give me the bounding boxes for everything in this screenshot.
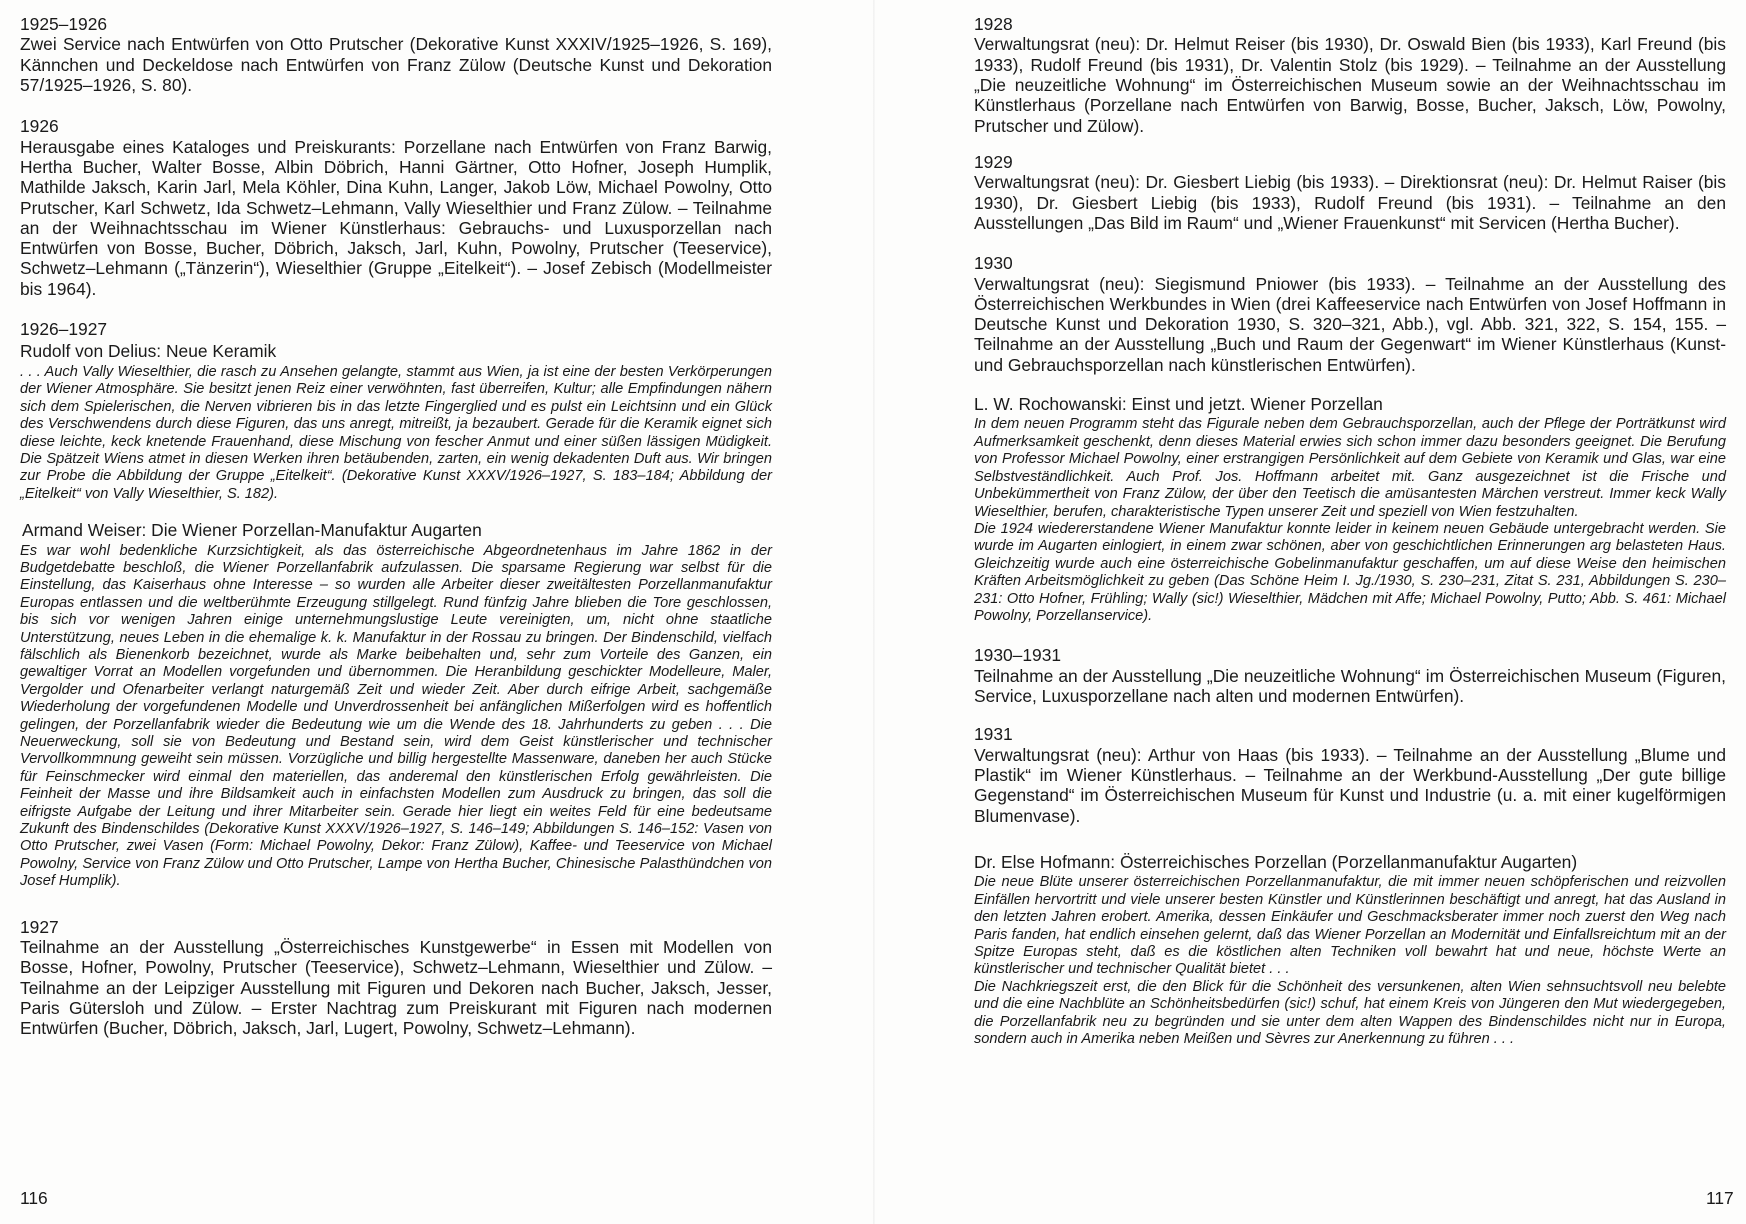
quote-block — [20, 543, 772, 891]
quote-paragraph: In dem neuen Programm steht das Figurale neben dem Gebrauchsporzellan, auch der Pflege der Porträtkunst wird Aufmerksamkeit geschenkt, denn dieses Material erwies sich schon immer dazu besonders geeignet. Die Berufung von Professor Michael Powolny, einer erstrangigen Persönlichkeit auf dem Gebiete von Keramik und Glas, war eine Selbstveständlichkeit. Auch Prof. Jos. Hoffmann arbeitet mit. Ganz ausgezeichnet ist die Frische und Unbekümmertheit von Franz Zülow, der über den Teetisch die amüsantesten Märchen verstreut. Immer keck Wally Wieselthier, berufen, charakteristische Typen unserer Zeit und speziell von Wien festzuhalten. — [974, 416, 1726, 520]
entry-body: Verwaltungsrat (neu): Dr. Giesbert Liebig (bis 1933). – Direktionsrat (neu): Dr. Helmut Raiser (bis 1930), Dr. Giesbert Liebig (bis 1933), Rudolf Freund (bis 1931). – Teilnahme an den Ausstellungen „Das Bild im Raum“ und „Wiener Frauenkunst“ mit Servicen (Hertha Bucher). — [974, 172, 1726, 233]
quote-paragraph: . . . Auch Vally Wieselthier, die rasch zu Ansehen gelangte, stammt aus Wien, ja ist eine der besten Verkörperungen der Wiener Atmosphäre. Sie besitzt jenen Reiz einer verwöhnten, fast überreifen, Kultur; alle Empfindungen nähern sich dem Spielerischen, die Nerven vibrieren bis in das letzte Fingerglied und es pulst ein Leichtsinn und ein Glück des Verschwendens durch diese Figuren, das uns anregt, mitreißt, ja bezaubert. Gerade für die Keramik eignet sich diese leichte, keck knetende Frauenhand, diese Mischung von fescher Anmut und einer süßen lässigen Müdigkeit. Die Spätzeit Wiens atmet in diesen Werken ihren betäubenden, zarten, ein wenig dekadenten Duft aus. Wir bringen zur Probe die Abbildung der Gruppe „Eitelkeit“. (Dekorative Kunst XXXV/1926–1927, S. 183–184; Abbildung der „Eitelkeit“ von Vally Wieselthier, S. 182). — [20, 363, 772, 502]
entry-year: 1926 — [20, 116, 59, 137]
entry-body: Teilnahme an der Ausstellung „Österreichisches Kunstgewerbe“ in Essen mit Modellen von Bosse, Hofner, Powolny, Prutscher (Teeservice), Schwetz–Lehmann, Wieselthier und Zülow. – Teilnahme an der Leipziger Ausstellung mit Figuren und Dekoren nach Bucher, Jaksch, Jesser, Paris Gütersloh und Zülow. – Erster Nachtrag zum Preiskurant mit Figuren nach modernen Entwürfen (Bucher, Döbrich, Jaksch, Jarl, Lugert, Powolny, Schwetz–Lehmann). — [20, 937, 772, 1039]
entry-body: Herausgabe eines Kataloges und Preiskurants: Porzellane nach Entwürfen von Franz Barwig, Hertha Bucher, Walter Bosse, Albin Döbrich, Hanni Gärtner, Otto Hofner, Joseph Humplik, Mathilde Jaksch, Karin Jarl, Mela Köhler, Dina Kuhn, Langer, Jakob Löw, Michael Powolny, Otto Prutscher, Karl Schwetz, Ida Schwetz–Lehmann, Vally Wieselthier und Franz Zülow. – Teilnahme an der Weihnachtsschau im Wiener Künstlerhaus: Gebrauchs- und Luxusporzellan nach Entwürfen von Bosse, Bucher, Döbrich, Jaksch, Jarl, Kuhn, Powolny, Prutscher (Teeservice), Schwetz–Lehmann („Tänzerin“), Wieselthier (Gruppe „Eitelkeit“). – Josef Zebisch (Modellmeister bis 1964). — [20, 136, 772, 299]
quote-heading: Dr. Else Hofmann: Österreichisches Porzellan (Porzellanmanufaktur Augarten) — [974, 851, 1578, 872]
entry-1929 — [974, 152, 1726, 233]
entry-1926 — [20, 116, 772, 299]
page-number: 117 — [1706, 1188, 1734, 1208]
entry-year: 1931 — [974, 724, 1013, 745]
entry-body: Verwaltungsrat (neu): Dr. Helmut Reiser (bis 1930), Dr. Oswald Bien (bis 1933), Karl Freund (bis 1933), Rudolf Freund (bis 1931), Dr. Valentin Stolz (bis 1929). – Teilnahme an der Ausstellung „Die neuzeitliche Wohnung“ im Österreichischen Museum sowie an der Weihnachtsschau im Künstlerhaus (Porzellane nach Entwürfen von Barwig, Bosse, Bucher, Jaksch, Löw, Powolny, Prutscher und Zülow). — [974, 34, 1726, 136]
quote-heading: L. W. Rochowanski: Einst und jetzt. Wiener Porzellan — [974, 394, 1383, 415]
entry-year: 1926–1927 — [20, 319, 108, 340]
entry-year: 1929 — [974, 151, 1013, 172]
entry-1930-1931 — [974, 645, 1726, 706]
quote-block — [20, 364, 772, 503]
entry-year: 1928 — [974, 14, 1013, 34]
entry-body: Teilnahme an der Ausstellung „Die neuzeitliche Wohnung“ im Österreichischen Museum (Figuren, Service, Luxusporzellane nach alten und modernen Entwürfen). — [974, 665, 1726, 707]
entry-body: Verwaltungsrat (neu): Arthur von Haas (bis 1933). – Teilnahme an der Ausstellung „Blume und Plastik“ im Wiener Künstlerhaus. – Teilnahme an der Werkbund-Ausstellung „Der gute billige Gegenstand“ im Österreichischen Museum für Kunst und Industrie (u. a. mit einer kugelförmigen Blumenvase). — [974, 744, 1726, 826]
left-page — [20, 14, 772, 1059]
entry-1925-1926 — [20, 14, 772, 95]
entry-weiser — [20, 520, 772, 891]
right-page — [974, 14, 1726, 1068]
book-spine — [873, 0, 875, 1224]
entry-year: 1930–1931 — [974, 645, 1062, 666]
entry-body: Verwaltungsrat (neu): Siegismund Pniower (bis 1933). – Teilnahme an der Ausstellung des Österreichischen Werkbundes in Wien (drei Kaffeeservice nach Entwürfen von Josef Hoffmann in Deutsche Kunst und Dekoration 1930, S. 320–321, Abb.), vgl. Abb. 321, 322, S. 154, 155. – Teilnahme an der Ausstellung „Buch und Raum der Gegenwart“ im Wiener Künstlerhaus (Kunst- und Gebrauchsporzellan nach künstlerischen Entwürfen). — [974, 273, 1726, 375]
page-number: 116 — [20, 1188, 48, 1208]
quote-block — [974, 416, 1726, 625]
entry-1927 — [20, 917, 772, 1039]
entry-year: 1925–1926 — [20, 14, 108, 34]
entry-1930 — [974, 253, 1726, 375]
entry-1926-1927 — [20, 319, 772, 503]
quote-paragraph: Die Nachkriegszeit erst, die den Blick für die Schönheit des versunkenen, alten Wien sehnsuchtsvoll neu belebte und die eine Nachblüte an Schönheitsbedürfen (sic!) schuf, hat einem Kreis von Jüngeren den Mut wiedergegeben, die Porzellanfabrik neu zu begründen und sie unter dem alten Wappen des Bindenschildes nicht nur in Europa, sondern auch in Amerika neben Meißen und Sèvres zur Anerkennung zu führen . . . — [974, 978, 1726, 1048]
quote-paragraph: Die 1924 wiedererstandene Wiener Manufaktur konnte leider in keinem neuen Gebäude untergebracht werden. Sie wurde im Augarten einlogiert, in einem zwar schönen, aber von geschichtlichen Erinnerungen arg belasteten Haus. Gleichzeitig wurde auch eine österreichische Gobelinmanufaktur geschaffen, um auf diese Weise den heimischen Kräften Arbeitsmöglichkeit zu geben (Das Schöne Heim I. Jg./1930, S. 230–231, Zitat S. 231, Abbildungen S. 230–231: Otto Hofner, Frühling; Wally (sic!) Wieselthier, Mädchen mit Affe; Michael Powolny, Putto; Abb. S. 461: Michael Powolny, Porzellanservice). — [974, 520, 1726, 624]
entry-1931 — [974, 724, 1726, 826]
entry-year: 1927 — [20, 916, 59, 937]
quote-paragraph: Es war wohl bedenkliche Kurzsichtigkeit, als das österreichische Abgeordnetenhaus im Jahre 1862 in der Budgetdebatte beschloß, die Wiener Porzellanfabrik aufzulassen. Die sparsame Regierung war selbst für die Einstellung, das Kaiserhaus ohne Interesse – so wurden alle Arbeiter dieser zweitältesten Porzellanmanufaktur Europas entlassen und die weltberühmte Erzeugung stillgelegt. Rund fünfzig Jahre blieben die Tore geschlossen, bis sich vor wenigen Jahren einige unternehmungslustige Leute vereinigten, um, nicht ohne staatliche Unterstützung, neues Leben in die ehemalige k. k. Manufaktur in der Rossau zu bringen. Der Bindenschild, vielfach fälschlich als Bienenkorb bezeichnet, wurde als Marke beibehalten und, sehr zum Vorteile des Ganzen, ein gewaltiger Vorrat an Modellen vorgefunden und übernommen. Die Heranbildung geschickter Modelleure, Maler, Vergolder und Ofenarbeiter verlangt naturgemäß Zeit und wieder Zeit. Aber durch eifrige Arbeit, sachgemäße Wiederholung der vorgefundenen Modelle und Unverdrossenheit bei anfänglichen Mißerfolgen wird es hoffentlich gelingen, der Porzellanfabrik wieder die Bedeutung wie um die Wende des 18. Jahrhunderts zu geben . . . Die Neuerweckung, soll sie von Bedeutung und Bestand sein, wird dem Geist künstlerischer und technischer Vervollkommnung geweiht sein müssen. Vorzügliche und billig hergestellte Massenware, daneben her auch Stücke für Feinschmecker wird einmal den materiellen, das anderemal den künstlerischen Erfolg gewährleisten. Die Feinheit der Masse und ihre Bildsamkeit auch in einfachsten Modellen zum Ausdruck zu bringen, das soll die eifrigste Aufgabe der Leitung und ihrer Mitarbeiter sein. Gerade hier liegt ein weites Feld für eine bedeutsame Zukunft des Bindenschildes (Dekorative Kunst XXXV/1926–1927, S. 146–149; Abbildungen S. 146–152: Vasen von Otto Prutscher, zwei Vasen (Form: Michael Powolny, Dekor: Franz Zülow), Kaffee- und Teeservice von Michael Powolny, Service von Franz Zülow und Otto Prutscher, Lampe von Hertha Bucher, Chinesische Palasthündchen von Josef Humplik). — [20, 542, 772, 890]
entry-year: 1930 — [974, 253, 1013, 274]
quote-block — [974, 874, 1726, 1048]
entry-1928 — [974, 14, 1726, 136]
quote-paragraph: Die neue Blüte unserer österreichischen Porzellanmanufaktur, die mit immer neuen schöpferischen und reizvollen Einfällen hervortritt und viele unserer besten Künstler und Künstlerinnen beschäftigt und anregt, hat das Ausland in den letzten Jahren erobert. Amerika, dessen Einkäufer und Geschmacksberater immer noch zuerst den Weg nach Paris fanden, hat endlich einsehen gelernt, daß das Wiener Porzellan an Modernität und Einfallsreichtum mit an der Spitze Europas steht, daß es die köstlichen alten Techniken voll bewahrt hat und neue, höchste Werte an künstlerischer und technischer Qualität bietet . . . — [974, 874, 1726, 978]
entry-hofmann — [974, 852, 1726, 1048]
entry-body: Zwei Service nach Entwürfen von Otto Prutscher (Dekorative Kunst XXXIV/1925–1926, S. 169), Kännchen und Deckeldose nach Entwürfen von Franz Zülow (Deutsche Kunst und Dekoration 57/1925–1926, S. 80). — [20, 34, 772, 95]
quote-heading: Rudolf von Delius: Neue Keramik — [20, 341, 277, 362]
quote-heading: Armand Weiser: Die Wiener Porzellan-Manufaktur Augarten — [22, 520, 482, 541]
entry-rochowanski — [974, 394, 1726, 625]
